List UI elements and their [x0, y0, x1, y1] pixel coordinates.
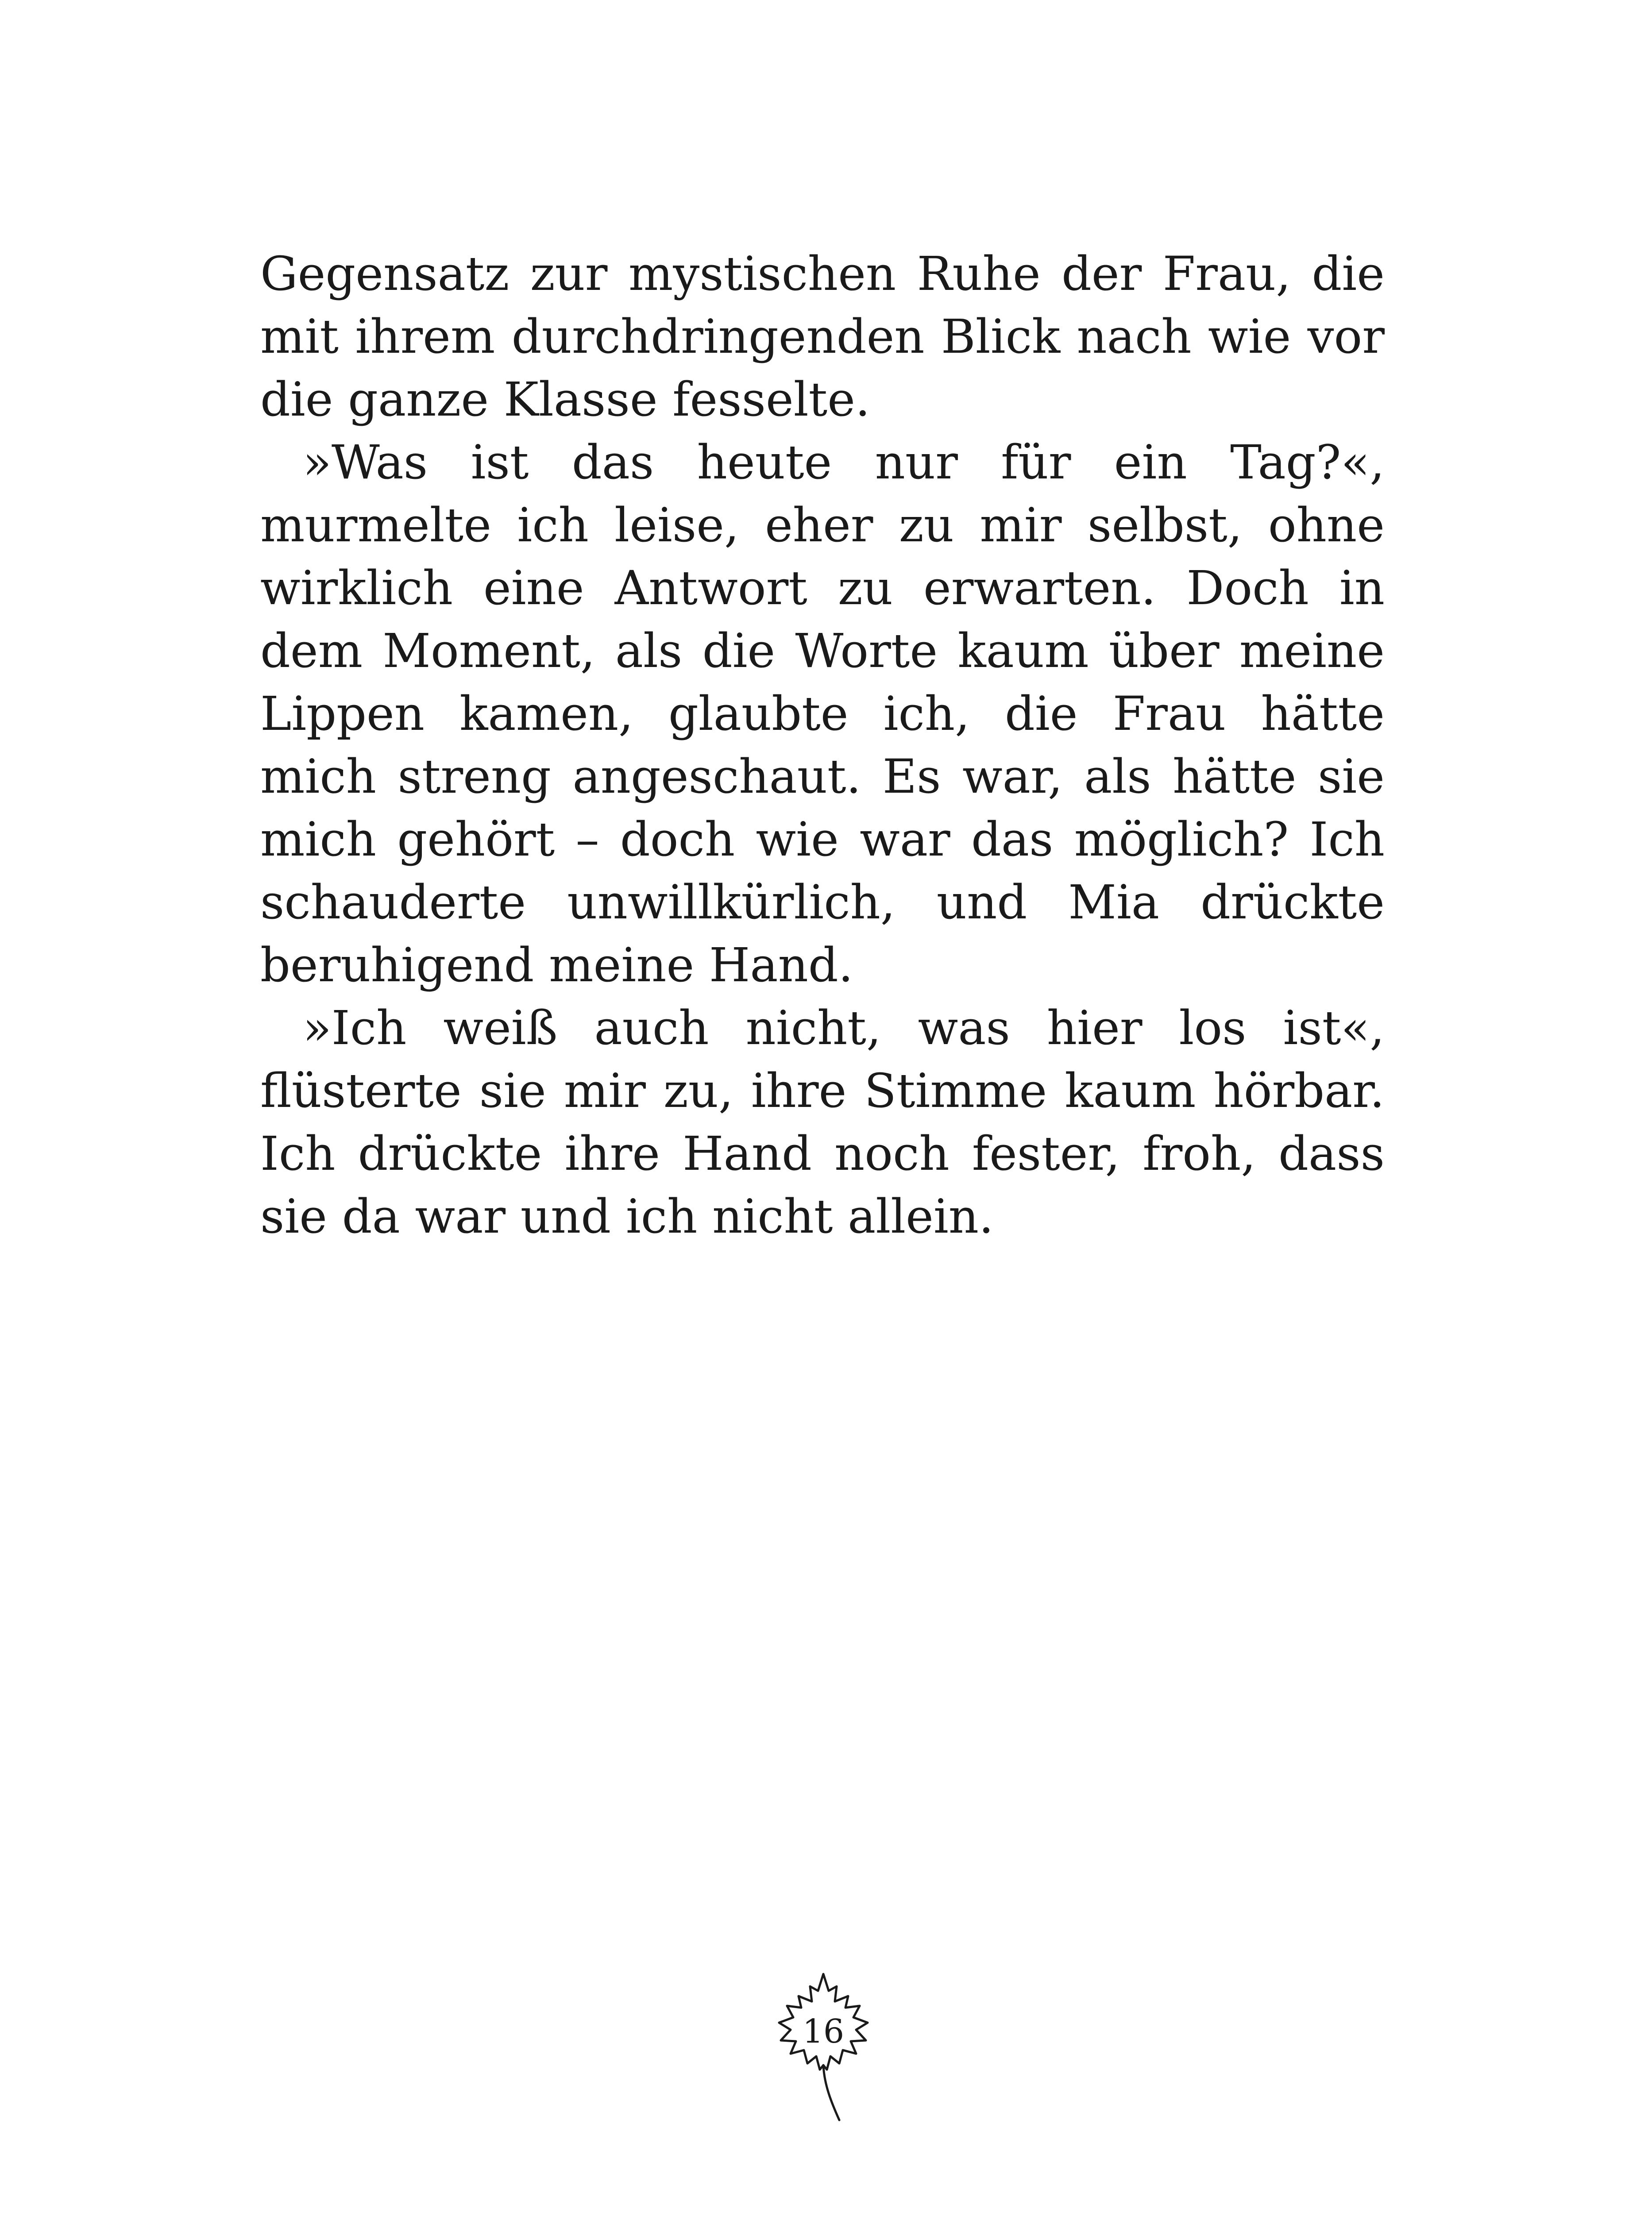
page-folio: [761, 1965, 885, 2129]
page-number: 16: [802, 2013, 845, 2051]
paragraph-dialogue-1: »Was ist das heute nur für ein Tag?«, murmelte ich leise, eher zu mir selbst, ohne wirklich eine Antwort zu erwarten. Doch in dem Moment, als die Worte kaum über meine Lippen kamen, glaubte ich, die Frau hätte mich streng angeschaut. Es war, als hätte sie mich gehört – doch wie war das möglich? Ich schauderte unwillkürlich, und Mia drückte beruhigend meine Hand.: [260, 435, 1385, 992]
paragraph-continued: Gegensatz zur mystischen Ruhe der Frau, die mit ihrem durchdringenden Blick nach wie vor die ganze Klasse fesselte.: [260, 247, 1385, 427]
paragraph-dialogue-2: »Ich weiß auch nicht, was hier los ist«, flüsterte sie mir zu, ihre Stimme kaum hörbar. Ich drückte ihre Hand noch fester, froh, dass sie da war und ich nicht allein.: [260, 1001, 1385, 1244]
body-text: [260, 243, 1385, 1248]
